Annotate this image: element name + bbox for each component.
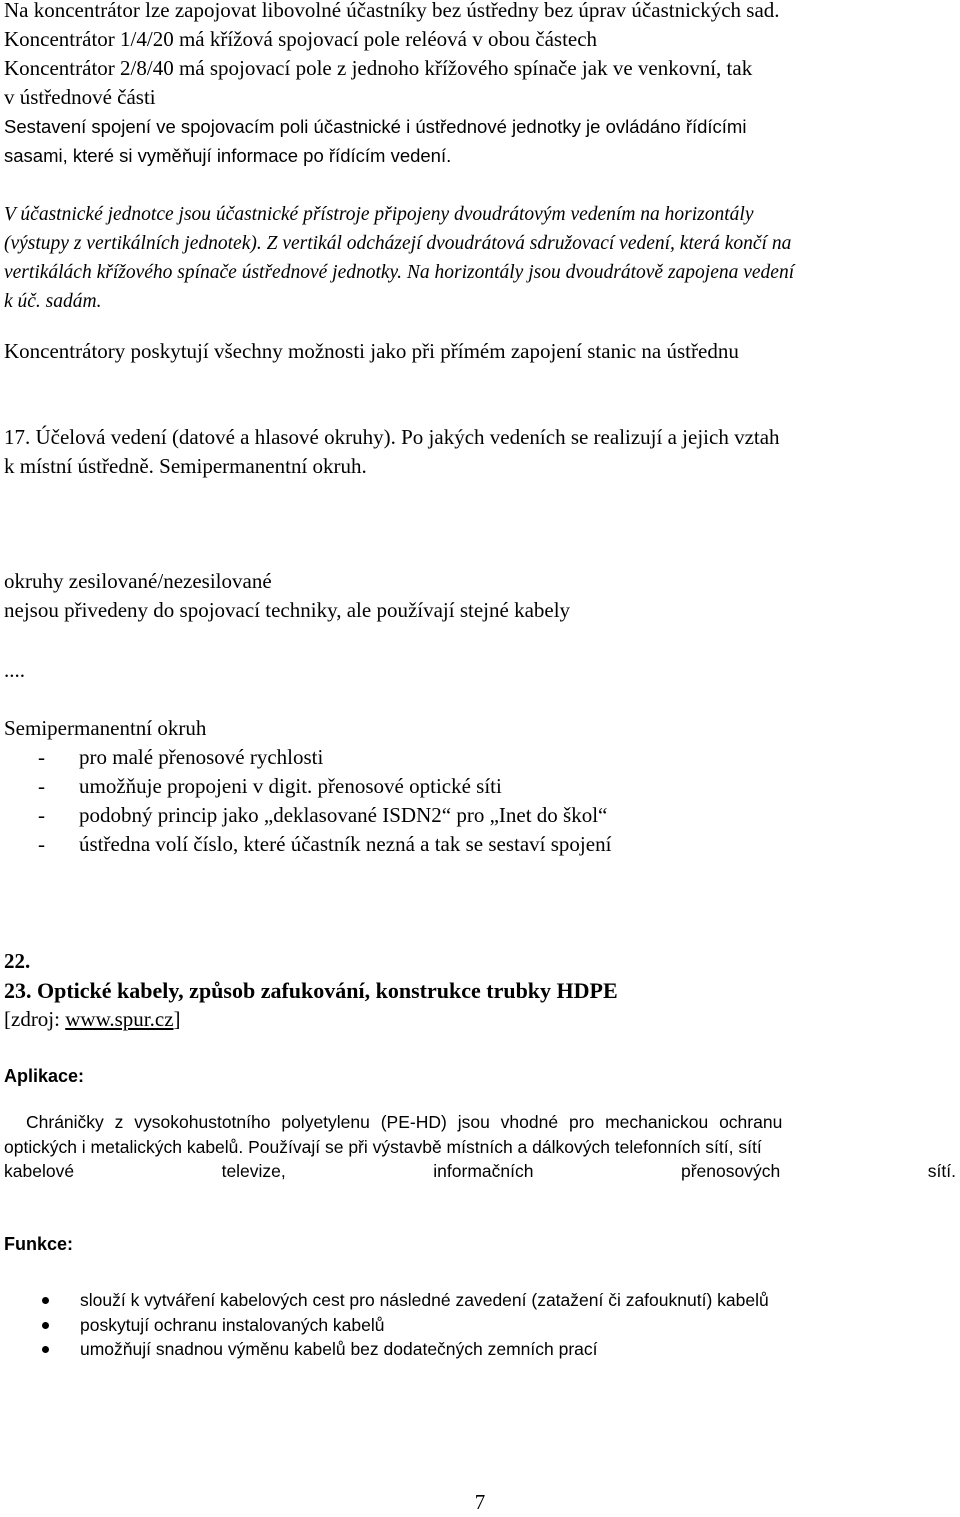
word: kabelové <box>4 1161 75 1181</box>
text-line: Koncentrátory poskytují všechny možnosti jako při přímém zapojení stanic na ústřednu <box>4 339 739 363</box>
list-item-text: umožňují snadnou výměnu kabelů bez dodatečných zemních prací <box>80 1339 598 1359</box>
section-22-23 <box>4 947 956 1034</box>
text-line: k úč. sadám. <box>4 291 102 312</box>
aplikace-heading: Aplikace: <box>4 1066 85 1086</box>
funkce-heading: Funkce: <box>4 1234 74 1254</box>
word: přenosových <box>681 1161 781 1181</box>
text-line: vertikálách křížového spínače ústřednové jednotky. Na horizontály jsou dvoudrátově zapojena vedení <box>4 262 795 283</box>
text-line: V účastnické jednotce jsou účastnické přístroje připojeny dvoudrátovým vedením na horizontály <box>4 204 754 225</box>
bullet-icon <box>42 1346 49 1353</box>
list-item-text: slouží k vytváření kabelových cest pro následné zavedení (zatažení či zafouknutí) kabelů <box>80 1290 769 1310</box>
semipermanent-list <box>4 743 956 859</box>
text-line: nejsou přivedeny do spojovací techniky, ale používají stejné kabely <box>4 598 571 622</box>
funkce-section <box>4 1232 956 1257</box>
word: informačních <box>433 1161 534 1181</box>
text-line: Sestavení spojení ve spojovacím poli účastnické i ústřednové jednotky je ovládáno řídícími <box>4 116 747 137</box>
list-item <box>4 1313 956 1338</box>
text-line: k místní ústředně. Semipermanentní okruh. <box>4 454 367 478</box>
text-line: Koncentrátor 1/4/20 má křížová spojovací pole reléová v obou částech <box>4 27 598 51</box>
source-suffix: ] <box>173 1007 181 1031</box>
list-item: - ústředna volí číslo, které účastník nezná a tak se sestaví spojení <box>4 830 956 859</box>
funkce-list <box>4 1288 956 1362</box>
concentrator-paragraph <box>4 0 956 170</box>
text-line: .... <box>4 658 25 682</box>
source-line <box>4 1005 956 1034</box>
section-23-heading: 23. Optické kabely, způsob zafukování, konstrukce trubky HDPE <box>4 978 618 1003</box>
ellipsis <box>4 656 956 685</box>
section-22-heading: 22. <box>4 949 31 973</box>
text-line: Chráničky z vysokohustotního polyetylenu (PE-HD) jsou vhodné pro mechanickou ochranu <box>26 1112 783 1132</box>
text-line: Koncentrátor 2/8/40 má spojovací pole z jednoho křížového spínače jak ve venkovní, tak <box>4 56 753 80</box>
list-item-text: poskytují ochranu instalovaných kabelů <box>80 1314 385 1335</box>
text-line: okruhy zesilované/nezesilované <box>4 569 272 593</box>
bullet-icon <box>42 1297 49 1304</box>
text-line: v ústřednové části <box>4 85 156 109</box>
aplikace-section <box>4 1064 956 1089</box>
source-link[interactable]: www.spur.cz <box>65 1007 174 1031</box>
text-line: optických i metalických kabelů. Používají se při výstavbě místních a dálkových telefonních sítí, sítí <box>4 1136 762 1157</box>
list-item: - pro malé přenosové rychlosti <box>4 743 956 772</box>
text-line-justified <box>4 1159 956 1184</box>
page-number: 7 <box>474 1490 486 1514</box>
text-line: Na koncentrátor lze zapojovat libovolné účastníky bez ústředny bez úprav účastnických sad. <box>4 0 780 22</box>
semipermanent-section <box>4 714 956 859</box>
concentrators-paragraph <box>4 337 956 366</box>
section-17-heading <box>4 423 956 481</box>
text-line: (výstupy z vertikálních jednotek). Z vertikál odcházejí dvoudrátová sdružovací vedení, která končí na <box>4 233 792 254</box>
bullet-icon <box>42 1322 49 1329</box>
text-line: 17. Účelová vedení (datové a hlasové okruhy). Po jakých vedeních se realizují a jejich vztah <box>4 425 780 449</box>
list-item: - podobný princip jako „deklasované ISDN2“ pro „Inet do škol“ <box>4 801 956 830</box>
text-line: sasami, které si vyměňují informace po řídícím vedení. <box>4 145 452 166</box>
word: televize, <box>221 1161 286 1181</box>
list-item: - umožňuje propojeni v digit. přenosové optické síti <box>4 772 956 801</box>
semipermanent-heading: Semipermanentní okruh <box>4 716 207 740</box>
aplikace-paragraph <box>4 1110 956 1184</box>
list-item <box>4 1337 956 1362</box>
list-item <box>4 1288 956 1313</box>
italic-paragraph <box>4 200 956 316</box>
word: sítí. <box>927 1161 956 1181</box>
source-prefix: [zdroj: <box>4 1007 66 1031</box>
circuits-paragraph <box>4 567 956 625</box>
funkce-list-wrap <box>4 1288 956 1362</box>
